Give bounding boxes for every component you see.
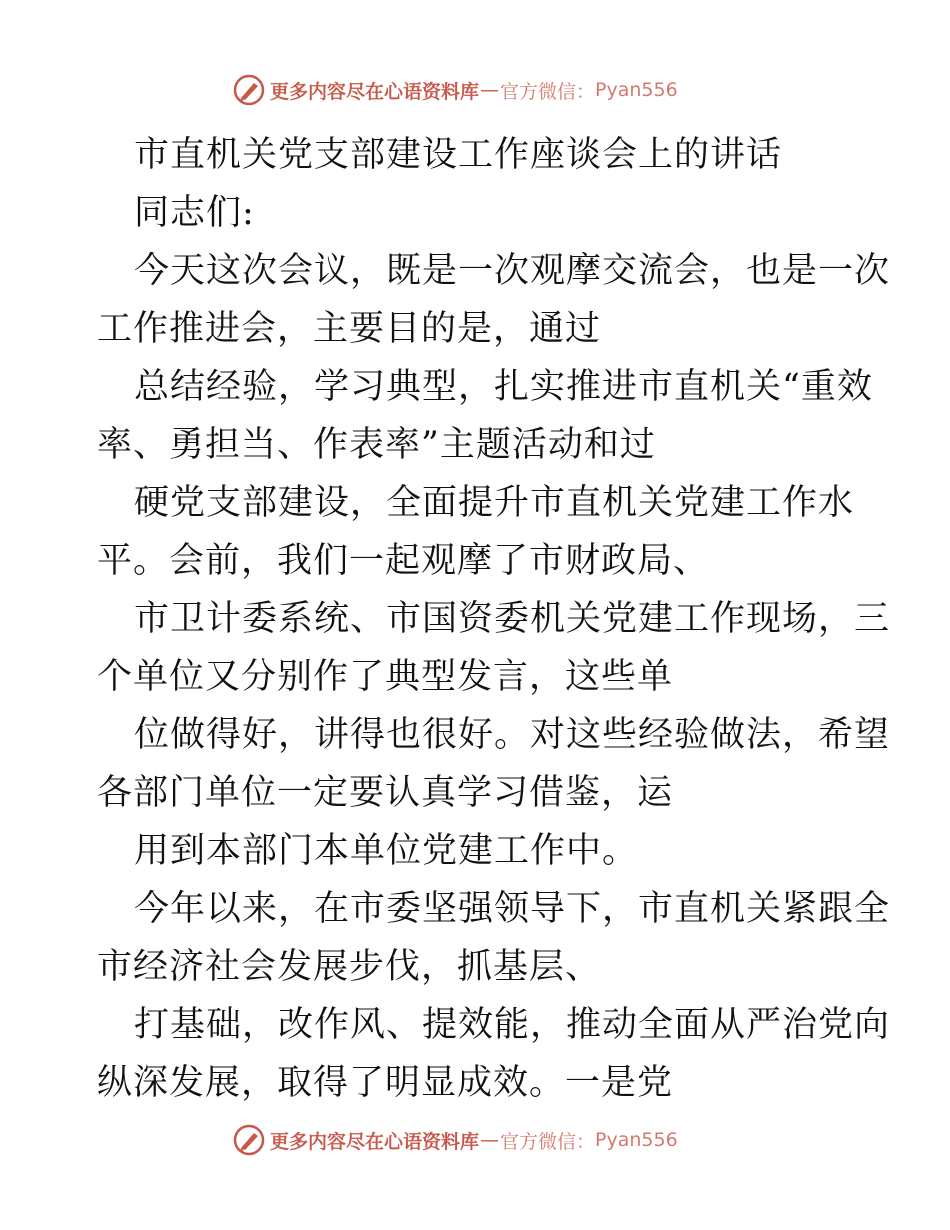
text-line: 位做得好，讲得也很好。对这些经验做法，希望: [134, 715, 891, 755]
banner-wechat-id: Pyan556: [595, 79, 678, 101]
text-line: 用到本部门本单位党建工作中。: [134, 831, 639, 871]
text-line: 率、勇担当、作表率”主题活动和过: [97, 425, 656, 465]
banner-main-text: 更多内容尽在心语资料库: [270, 80, 480, 103]
banner-dash: —: [480, 79, 500, 101]
text-line: 今年以来，在市委坚强领导下，市直机关紧跟全: [134, 889, 891, 929]
banner-official-label: 官方微信：: [500, 80, 596, 103]
footer-banner: [232, 1122, 752, 1158]
text-line: 总结经验，学习典型，扎实推进市直机关“重效: [134, 367, 873, 407]
text-line: 各部门单位一定要认真学习借鉴，运: [97, 773, 674, 813]
text-line: 今天这次会议，既是一次观摩交流会，也是一次: [134, 251, 891, 291]
text-line: 市经济社会发展步伐，抓基层、: [97, 947, 602, 987]
banner-wechat-id: Pyan556: [595, 1129, 678, 1151]
pen-logo-icon: [232, 73, 266, 107]
text-line: 硬党支部建设，全面提升市直机关党建工作水: [134, 483, 855, 523]
banner-official-label: 官方微信：: [500, 1130, 596, 1153]
document-body: [97, 126, 891, 1112]
header-banner: [232, 72, 752, 108]
text-line: 市卫计委系统、市国资委机关党建工作现场，三: [134, 599, 891, 639]
text-line: 个单位又分别作了典型发言，这些单: [97, 657, 674, 697]
document-title: 市直机关党支部建设工作座谈会上的讲话: [134, 135, 783, 175]
pen-logo-icon: [232, 1123, 266, 1157]
text-line: 纵深发展，取得了明显成效。一是党: [97, 1063, 674, 1103]
text-line: 打基础，改作风、提效能，推动全面从严治党向: [134, 1005, 891, 1045]
banner-main-text: 更多内容尽在心语资料库: [270, 1130, 480, 1153]
text-line: 平。会前，我们一起观摩了市财政局、: [97, 541, 710, 581]
salutation: 同志们:: [134, 193, 255, 233]
text-line: 工作推进会，主要目的是，通过: [97, 309, 602, 349]
banner-dash: —: [480, 1129, 500, 1151]
